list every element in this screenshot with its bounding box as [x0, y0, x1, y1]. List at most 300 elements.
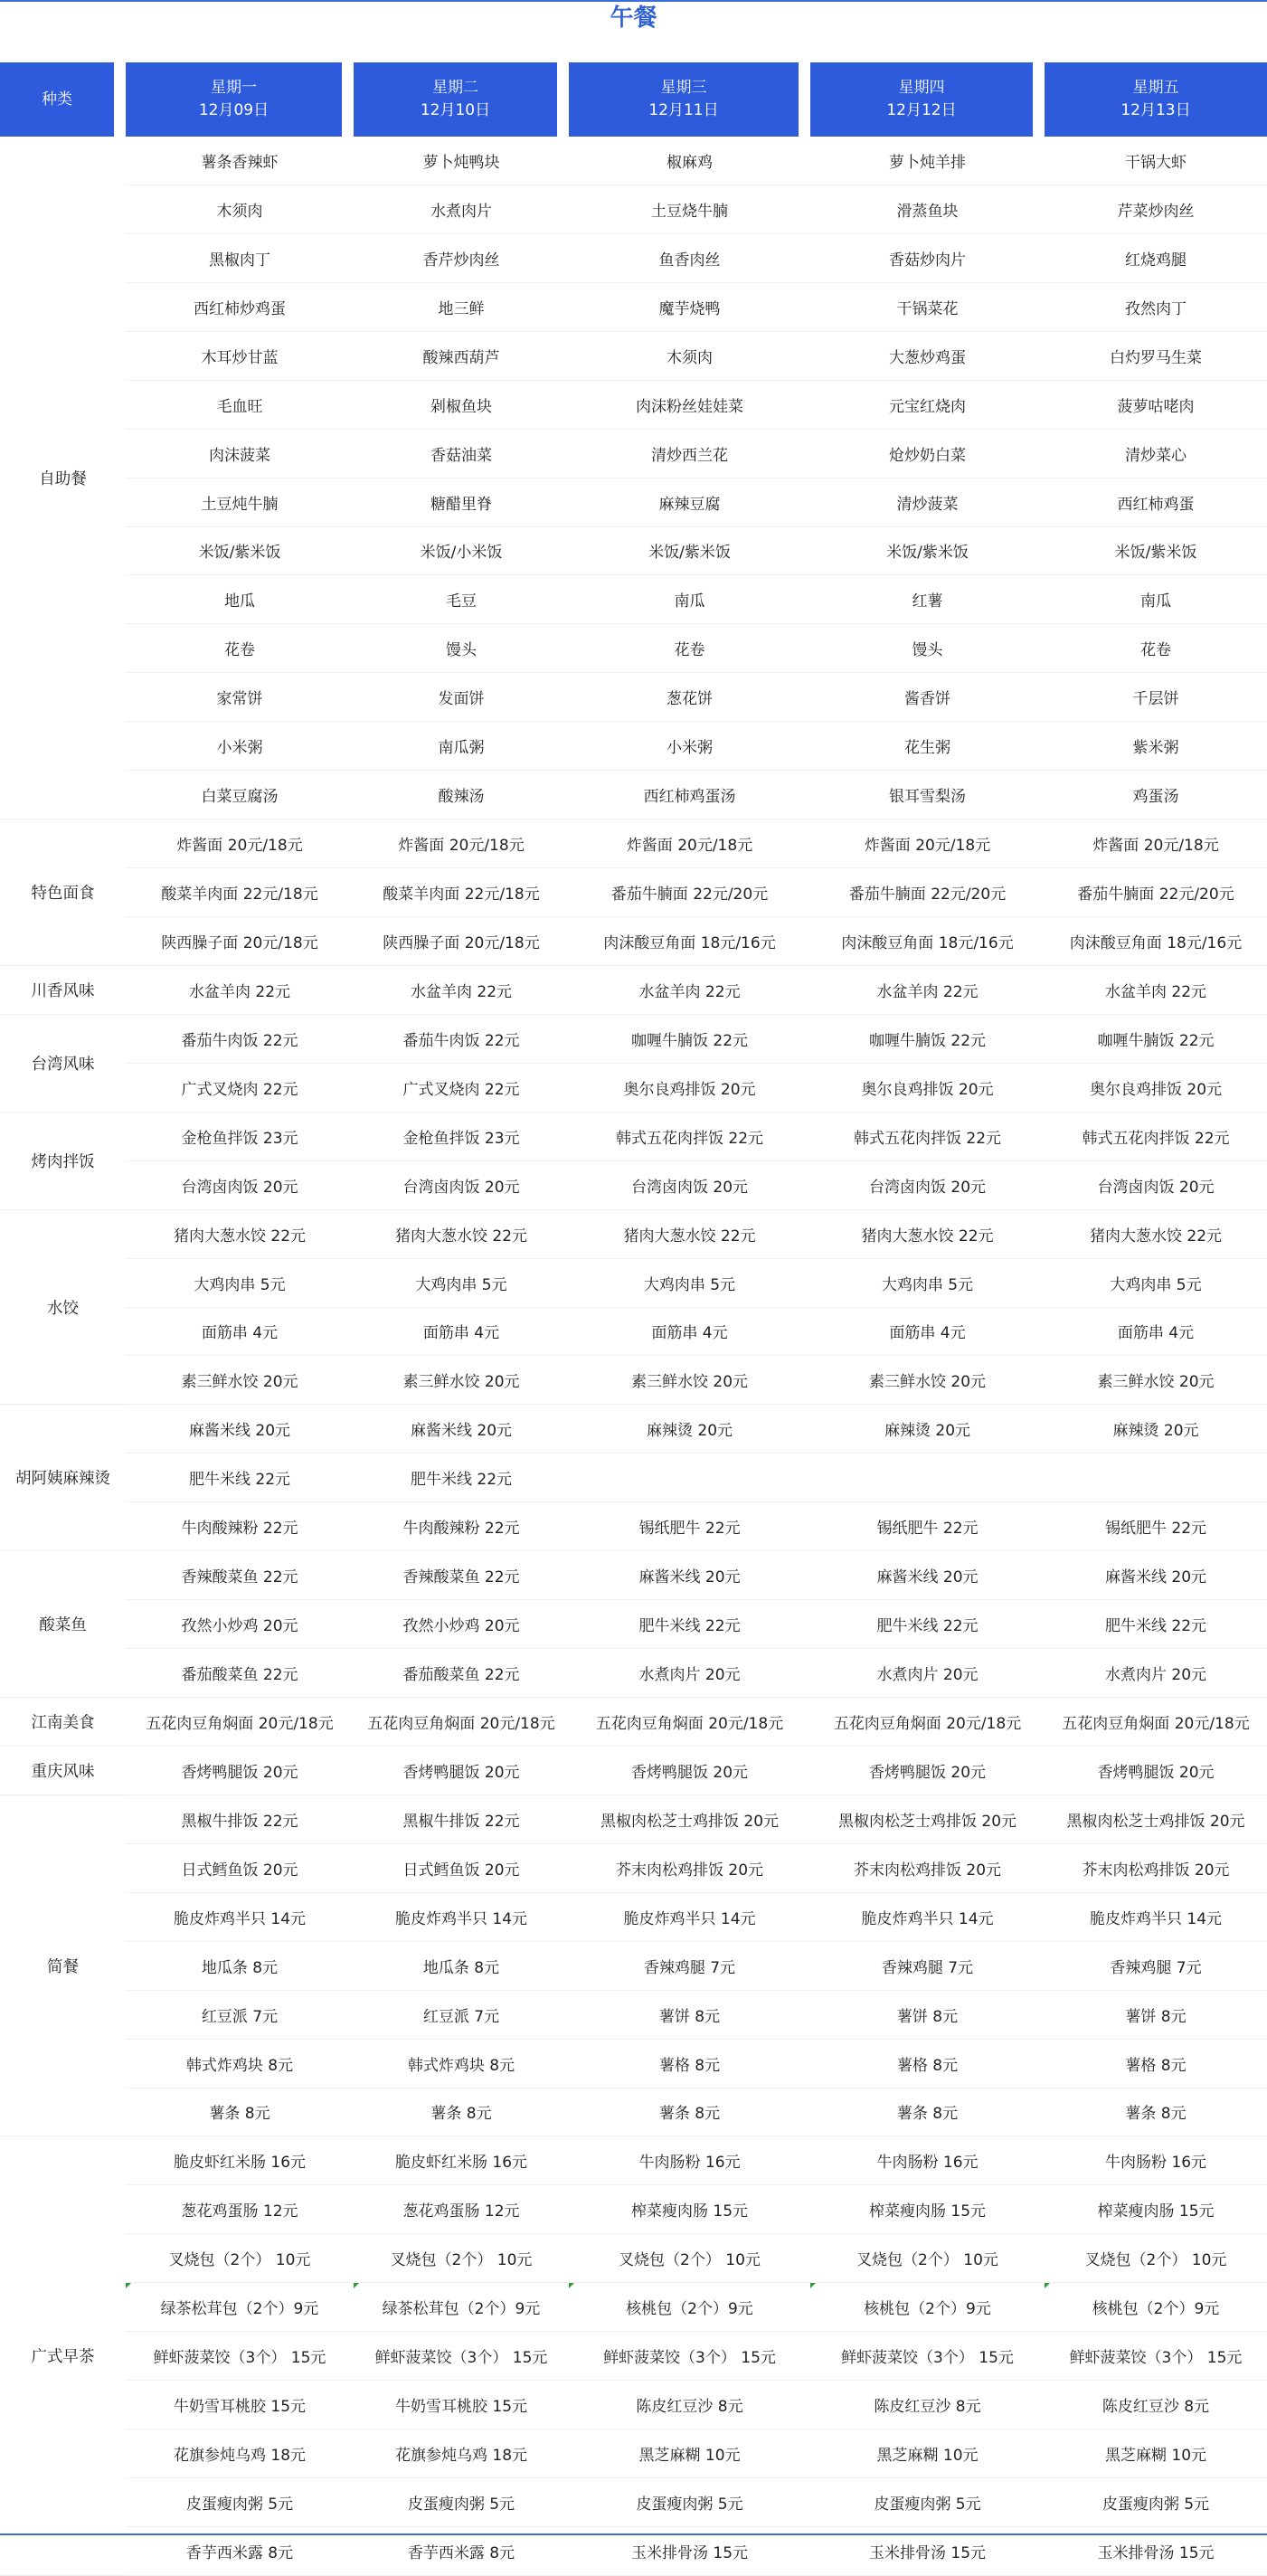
date-label: 12月13日: [1120, 101, 1191, 119]
table-row: [0, 283, 1267, 332]
menu-item-cell: 麻酱米线 20元: [1045, 1551, 1267, 1600]
menu-item-cell: 孜然小炒鸡 20元: [126, 1600, 354, 1649]
menu-item-cell: 葱花饼: [569, 673, 810, 722]
menu-item-cell: 香辣酸菜鱼 22元: [354, 1551, 569, 1600]
menu-item-cell: 银耳雪梨汤: [810, 771, 1045, 819]
menu-item-cell: 红烧鸡腿: [1045, 234, 1267, 283]
menu-item-cell: 榨菜瘦肉肠 15元: [1045, 2185, 1267, 2234]
category-cell: 川香风味: [0, 966, 126, 1015]
table-row: [0, 1113, 1267, 1161]
menu-item-cell: 白菜豆腐汤: [126, 771, 354, 819]
menu-item-cell: 芥末肉松鸡排饭 20元: [1045, 1844, 1267, 1893]
menu-item-cell: 咖喱牛腩饭 22元: [1045, 1015, 1267, 1064]
menu-item-cell: 水盆羊肉 22元: [354, 966, 569, 1015]
menu-item-cell: 陈皮红豆沙 8元: [810, 2381, 1045, 2429]
menu-item-cell: 黑椒牛排饭 22元: [126, 1795, 354, 1844]
category-cell: 江南美食: [0, 1698, 126, 1747]
menu-item-cell: 肥牛米线 22元: [810, 1600, 1045, 1649]
menu-item-cell: 薯条香辣虾: [126, 137, 354, 185]
menu-item-cell: 鲜虾菠菜饺（3个） 15元: [1045, 2332, 1267, 2381]
menu-item-cell: 番茄酸菜鱼 22元: [126, 1649, 354, 1698]
menu-item-cell: 绿茶松茸包（2个）9元: [126, 2283, 354, 2332]
category-cell: 特色面食: [0, 819, 126, 966]
menu-item-cell: 韩式炸鸡块 8元: [126, 2040, 354, 2088]
menu-item-cell: 黑椒肉松芝士鸡排饭 20元: [1045, 1795, 1267, 1844]
menu-item-cell: 皮蛋瘦肉粥 5元: [810, 2478, 1045, 2527]
category-cell: 自助餐: [0, 137, 126, 819]
menu-item-cell: 牛肉肠粉 16元: [1045, 2136, 1267, 2185]
menu-item-cell: 干锅大虾: [1045, 137, 1267, 185]
menu-item-cell: 米饭/小米饭: [354, 527, 569, 576]
menu-item-cell: 日式鳕鱼饭 20元: [354, 1844, 569, 1893]
menu-item-cell: 广式叉烧肉 22元: [126, 1064, 354, 1113]
menu-item-cell: 锡纸肥牛 22元: [569, 1502, 810, 1551]
table-row: [0, 1893, 1267, 1942]
menu-item-cell: 花旗参炖乌鸡 18元: [354, 2429, 569, 2478]
menu-item-cell: 面筋串 4元: [1045, 1308, 1267, 1357]
menu-item-cell: 炸酱面 20元/18元: [1045, 819, 1267, 868]
menu-item-cell: 孜然小炒鸡 20元: [354, 1600, 569, 1649]
menu-item-cell: 木须肉: [569, 332, 810, 381]
menu-item-cell: 脆皮炸鸡半只 14元: [1045, 1893, 1267, 1942]
table-row: [0, 381, 1267, 430]
table-row: [0, 673, 1267, 722]
menu-item-cell: 薯格 8元: [810, 2040, 1045, 2088]
menu-item-cell: 香烤鸭腿饭 20元: [1045, 1747, 1267, 1795]
menu-item-cell: 牛肉肠粉 16元: [810, 2136, 1045, 2185]
menu-item-cell: 五花肉豆角焖面 20元/18元: [354, 1698, 569, 1747]
menu-item-cell: 猪肉大葱水饺 22元: [810, 1210, 1045, 1259]
menu-item-cell: 麻辣烫 20元: [810, 1405, 1045, 1454]
menu-item-cell: 香烤鸭腿饭 20元: [810, 1747, 1045, 1795]
weekday-label: 星期二: [432, 79, 478, 97]
menu-item-cell: 香辣鸡腿 7元: [1045, 1942, 1267, 1991]
menu-item-cell: 土豆炖牛腩: [126, 478, 354, 527]
menu-item-cell: 大鸡肉串 5元: [126, 1259, 354, 1308]
menu-item-cell: 脆皮炸鸡半只 14元: [810, 1893, 1045, 1942]
table-row: [0, 1454, 1267, 1502]
menu-item-cell: 猪肉大葱水饺 22元: [354, 1210, 569, 1259]
menu-item-cell: 孜然肉丁: [1045, 283, 1267, 332]
menu-item-cell: 干锅菜花: [810, 283, 1045, 332]
table-row: [0, 2429, 1267, 2478]
table-header-row: [0, 62, 1267, 137]
menu-item-cell: 番茄牛腩面 22元/20元: [569, 868, 810, 917]
table-row: [0, 722, 1267, 771]
menu-item-cell: 毛豆: [354, 575, 569, 624]
menu-item-cell: 芹菜炒肉丝: [1045, 185, 1267, 234]
menu-item-cell: 叉烧包（2个） 10元: [126, 2234, 354, 2283]
menu-item-cell: 鲜虾菠菜饺（3个） 15元: [810, 2332, 1045, 2381]
menu-item-cell: 台湾卤肉饭 20元: [569, 1161, 810, 1210]
menu-item-cell: 香芹炒肉丝: [354, 234, 569, 283]
menu-item-cell: 地三鲜: [354, 283, 569, 332]
menu-item-cell: 番茄酸菜鱼 22元: [354, 1649, 569, 1698]
menu-item-cell: 西红柿鸡蛋汤: [569, 771, 810, 819]
menu-item-cell: 玉米排骨汤 15元: [1045, 2527, 1267, 2576]
menu-item-cell: 脆皮炸鸡半只 14元: [569, 1893, 810, 1942]
table-row: [0, 1600, 1267, 1649]
menu-item-cell: 薯条 8元: [1045, 2088, 1267, 2137]
menu-item-cell: 水盆羊肉 22元: [810, 966, 1045, 1015]
menu-item-cell: 花卷: [126, 624, 354, 673]
table-row: [0, 1210, 1267, 1259]
menu-item-cell: 皮蛋瘦肉粥 5元: [569, 2478, 810, 2527]
menu-item-cell: 面筋串 4元: [810, 1308, 1045, 1357]
menu-item-cell: 红薯: [810, 575, 1045, 624]
menu-item-cell: 香芋西米露 8元: [126, 2527, 354, 2576]
menu-item-cell: 核桃包（2个）9元: [569, 2283, 810, 2332]
menu-item-cell: 花生粥: [810, 722, 1045, 771]
menu-item-cell: 千层饼: [1045, 673, 1267, 722]
date-label: 12月09日: [198, 101, 269, 119]
menu-item-cell: 水盆羊肉 22元: [1045, 966, 1267, 1015]
page-title: 午餐: [610, 5, 657, 32]
menu-item-cell: 五花肉豆角焖面 20元/18元: [1045, 1698, 1267, 1747]
table-row: [0, 868, 1267, 917]
menu-item-cell: 陈皮红豆沙 8元: [1045, 2381, 1267, 2429]
table-row: [0, 2234, 1267, 2283]
table-row: [0, 2332, 1267, 2381]
menu-item-cell: 黑椒肉松芝士鸡排饭 20元: [569, 1795, 810, 1844]
menu-item-cell: 香辣鸡腿 7元: [569, 1942, 810, 1991]
menu-item-cell: 萝卜炖鸭块: [354, 137, 569, 185]
header-category-label: 种类: [42, 90, 72, 109]
date-label: 12月11日: [648, 101, 719, 119]
menu-item-cell: 薯饼 8元: [810, 1991, 1045, 2040]
menu-item-cell: 地瓜: [126, 575, 354, 624]
menu-item-cell: 韩式炸鸡块 8元: [354, 2040, 569, 2088]
category-cell: 水饺: [0, 1210, 126, 1406]
table-row: [0, 2381, 1267, 2429]
menu-item-cell: 水盆羊肉 22元: [569, 966, 810, 1015]
menu-item-cell: 锡纸肥牛 22元: [1045, 1502, 1267, 1551]
menu-item-cell: 榨菜瘦肉肠 15元: [569, 2185, 810, 2234]
menu-item-cell: 米饭/紫米饭: [1045, 527, 1267, 576]
menu-item-cell: 肉沫菠菜: [126, 430, 354, 478]
menu-item-cell: 金枪鱼拌饭 23元: [354, 1113, 569, 1161]
category-cell: 台湾风味: [0, 1015, 126, 1113]
menu-item-cell: 糖醋里脊: [354, 478, 569, 527]
menu-item-cell: 脆皮虾红米肠 16元: [354, 2136, 569, 2185]
header-day-mon: [126, 62, 354, 137]
menu-item-cell: 台湾卤肉饭 20元: [1045, 1161, 1267, 1210]
menu-item-cell: 牛肉肠粉 16元: [569, 2136, 810, 2185]
menu-item-cell: 炝炒奶白菜: [810, 430, 1045, 478]
menu-item-cell: 猪肉大葱水饺 22元: [126, 1210, 354, 1259]
menu-item-cell: 麻酱米线 20元: [354, 1405, 569, 1454]
menu-item-cell: 馒头: [354, 624, 569, 673]
menu-item-cell: 肉沫酸豆角面 18元/16元: [810, 917, 1045, 966]
menu-item-cell: 叉烧包（2个） 10元: [354, 2234, 569, 2283]
category-cell: 简餐: [0, 1795, 126, 2137]
menu-item-cell: 叉烧包（2个） 10元: [569, 2234, 810, 2283]
table-row: [0, 1991, 1267, 2040]
menu-item-cell: 肉沫酸豆角面 18元/16元: [1045, 917, 1267, 966]
menu-item-cell: 咖喱牛腩饭 22元: [569, 1015, 810, 1064]
table-row: [0, 527, 1267, 576]
date-label: 12月12日: [886, 101, 957, 119]
menu-item-cell: 番茄牛腩面 22元/20元: [810, 868, 1045, 917]
menu-item-cell: 麻辣烫 20元: [569, 1405, 810, 1454]
menu-item-cell: 肥牛米线 22元: [126, 1454, 354, 1502]
menu-item-cell: 面筋串 4元: [126, 1308, 354, 1357]
weekday-label: 星期一: [211, 79, 257, 97]
menu-item-cell: 肉沫粉丝娃娃菜: [569, 381, 810, 430]
menu-item-cell: 牛肉酸辣粉 22元: [126, 1502, 354, 1551]
menu-item-cell: 鲜虾菠菜饺（3个） 15元: [569, 2332, 810, 2381]
table-row: [0, 2040, 1267, 2088]
menu-item-cell: 花卷: [1045, 624, 1267, 673]
menu-item-cell: 水煮肉片: [354, 185, 569, 234]
menu-item-cell: 牛奶雪耳桃胶 15元: [354, 2381, 569, 2429]
table-row: [0, 1405, 1267, 1454]
table-row: [0, 1795, 1267, 1844]
menu-item-cell: 牛肉酸辣粉 22元: [354, 1502, 569, 1551]
menu-item-cell: 香烤鸭腿饭 20元: [569, 1747, 810, 1795]
menu-item-cell: 素三鲜水饺 20元: [354, 1356, 569, 1405]
menu-item-cell: 陈皮红豆沙 8元: [569, 2381, 810, 2429]
menu-item-cell: 菠萝咕咾肉: [1045, 381, 1267, 430]
menu-item-cell: 红豆派 7元: [126, 1991, 354, 2040]
category-cell: 重庆风味: [0, 1747, 126, 1795]
table-row: [0, 624, 1267, 673]
menu-item-cell: 黑椒牛排饭 22元: [354, 1795, 569, 1844]
menu-item-cell: 素三鲜水饺 20元: [569, 1356, 810, 1405]
menu-item-cell: 馒头: [810, 624, 1045, 673]
menu-item-cell: 清炒西兰花: [569, 430, 810, 478]
menu-item-cell: 素三鲜水饺 20元: [126, 1356, 354, 1405]
menu-item-cell: 香辣鸡腿 7元: [810, 1942, 1045, 1991]
menu-item-cell: 西红柿炒鸡蛋: [126, 283, 354, 332]
menu-item-cell: 核桃包（2个）9元: [1045, 2283, 1267, 2332]
menu-item-cell: 台湾卤肉饭 20元: [126, 1161, 354, 1210]
menu-item-cell: 皮蛋瘦肉粥 5元: [354, 2478, 569, 2527]
menu-item-cell: 黑椒肉松芝士鸡排饭 20元: [810, 1795, 1045, 1844]
menu-item-cell: 米饭/紫米饭: [810, 527, 1045, 576]
menu-item-cell: 酸菜羊肉面 22元/18元: [354, 868, 569, 917]
menu-item-cell: 酸菜羊肉面 22元/18元: [126, 868, 354, 917]
menu-item-cell: 番茄牛腩面 22元/20元: [1045, 868, 1267, 917]
menu-item-cell: 薯饼 8元: [1045, 1991, 1267, 2040]
table-row: [0, 1161, 1267, 1210]
menu-item-cell: 薯饼 8元: [569, 1991, 810, 2040]
menu-item-cell: 葱花鸡蛋肠 12元: [126, 2185, 354, 2234]
menu-item-cell: 剁椒鱼块: [354, 381, 569, 430]
menu-item-cell: 奥尔良鸡排饭 20元: [1045, 1064, 1267, 1113]
menu-item-cell: 香辣酸菜鱼 22元: [126, 1551, 354, 1600]
menu-item-cell: 滑蒸鱼块: [810, 185, 1045, 234]
header-category: [0, 62, 126, 137]
header-day-fri: [1045, 62, 1267, 137]
menu-item-cell: 土豆烧牛腩: [569, 185, 810, 234]
header-day-thu: [810, 62, 1045, 137]
menu-item-cell: 薯条 8元: [126, 2088, 354, 2137]
menu-item-cell: 大葱炒鸡蛋: [810, 332, 1045, 381]
menu-item-cell: 麻酱米线 20元: [126, 1405, 354, 1454]
menu-item-cell: 奥尔良鸡排饭 20元: [810, 1064, 1045, 1113]
menu-item-cell: 五花肉豆角焖面 20元/18元: [126, 1698, 354, 1747]
menu-item-cell: 核桃包（2个）9元: [810, 2283, 1045, 2332]
table-row: [0, 1064, 1267, 1113]
date-label: 12月10日: [420, 101, 491, 119]
menu-item-cell: 奥尔良鸡排饭 20元: [569, 1064, 810, 1113]
menu-item-cell: 米饭/紫米饭: [126, 527, 354, 576]
weekday-label: 星期五: [1132, 79, 1179, 97]
menu-item-cell: 番茄牛肉饭 22元: [126, 1015, 354, 1064]
menu-item-cell: 鲜虾菠菜饺（3个） 15元: [354, 2332, 569, 2381]
menu-item-cell: 陕西臊子面 20元/18元: [126, 917, 354, 966]
table-row: [0, 1551, 1267, 1600]
menu-item-cell: 台湾卤肉饭 20元: [354, 1161, 569, 1210]
menu-item-cell: 素三鲜水饺 20元: [1045, 1356, 1267, 1405]
menu-item-cell: 叉烧包（2个） 10元: [1045, 2234, 1267, 2283]
menu-item-cell: 萝卜炖羊排: [810, 137, 1045, 185]
menu-item-cell: 水盆羊肉 22元: [126, 966, 354, 1015]
header-day-tue: [354, 62, 569, 137]
menu-item-cell: 薯格 8元: [1045, 2040, 1267, 2088]
table-row: [0, 2136, 1267, 2185]
table-row: [0, 1259, 1267, 1308]
menu-item-cell: 木须肉: [126, 185, 354, 234]
menu-item-cell: 炸酱面 20元/18元: [126, 819, 354, 868]
menu-item-cell: 番茄牛肉饭 22元: [354, 1015, 569, 1064]
menu-item-cell: 小米粥: [126, 722, 354, 771]
menu-item-cell: 韩式五花肉拌饭 22元: [1045, 1113, 1267, 1161]
menu-item-cell: 脆皮虾红米肠 16元: [126, 2136, 354, 2185]
menu-item-cell: 地瓜条 8元: [354, 1942, 569, 1991]
table-row: [0, 1015, 1267, 1064]
menu-item-cell: 水煮肉片 20元: [569, 1649, 810, 1698]
menu-item-cell: 芥末肉松鸡排饭 20元: [810, 1844, 1045, 1893]
menu-body: [0, 137, 1267, 2576]
bottom-accent-line: [0, 2533, 1267, 2535]
weekday-label: 星期四: [898, 79, 945, 97]
table-row: [0, 430, 1267, 478]
table-row: [0, 1747, 1267, 1795]
menu-item-cell: 香菇炒肉片: [810, 234, 1045, 283]
menu-item-cell: 酱香饼: [810, 673, 1045, 722]
menu-item-cell: 麻辣烫 20元: [1045, 1405, 1267, 1454]
menu-item-cell: 肥牛米线 22元: [1045, 1600, 1267, 1649]
menu-item-cell: 麻酱米线 20元: [569, 1551, 810, 1600]
table-row: [0, 1649, 1267, 1698]
menu-item-cell: 香烤鸭腿饭 20元: [354, 1747, 569, 1795]
table-row: [0, 185, 1267, 234]
menu-item-cell: 花旗参炖乌鸡 18元: [126, 2429, 354, 2478]
menu-item-cell: 韩式五花肉拌饭 22元: [569, 1113, 810, 1161]
menu-item-cell: 薯条 8元: [569, 2088, 810, 2137]
menu-item-cell: 皮蛋瘦肉粥 5元: [126, 2478, 354, 2527]
menu-item-cell: 紫米粥: [1045, 722, 1267, 771]
menu-item-cell: 麻辣豆腐: [569, 478, 810, 527]
menu-item-cell: 薯格 8元: [569, 2040, 810, 2088]
table-row: [0, 2088, 1267, 2137]
menu-item-cell: 炸酱面 20元/18元: [354, 819, 569, 868]
menu-item-cell: 清炒菠菜: [810, 478, 1045, 527]
menu-item-cell: 肥牛米线 22元: [354, 1454, 569, 1502]
menu-item-cell: 鲜虾菠菜饺（3个） 15元: [126, 2332, 354, 2381]
category-cell: 酸菜鱼: [0, 1551, 126, 1698]
menu-item-cell: 红豆派 7元: [354, 1991, 569, 2040]
menu-item-cell: 炸酱面 20元/18元: [569, 819, 810, 868]
menu-item-cell: 韩式五花肉拌饭 22元: [810, 1113, 1045, 1161]
menu-item-cell: 大鸡肉串 5元: [810, 1259, 1045, 1308]
menu-item-cell: [569, 1454, 810, 1502]
menu-item-cell: 家常饼: [126, 673, 354, 722]
menu-item-cell: 白灼罗马生菜: [1045, 332, 1267, 381]
menu-item-cell: 面筋串 4元: [569, 1308, 810, 1357]
menu-item-cell: 陕西臊子面 20元/18元: [354, 917, 569, 966]
menu-item-cell: 黑芝麻糊 10元: [810, 2429, 1045, 2478]
menu-item-cell: 鸡蛋汤: [1045, 771, 1267, 819]
menu-item-cell: 清炒菜心: [1045, 430, 1267, 478]
menu-item-cell: 鱼香肉丝: [569, 234, 810, 283]
menu-item-cell: 麻酱米线 20元: [810, 1551, 1045, 1600]
menu-item-cell: 地瓜条 8元: [126, 1942, 354, 1991]
menu-item-cell: 花卷: [569, 624, 810, 673]
category-cell: 胡阿姨麻辣烫: [0, 1405, 126, 1551]
menu-item-cell: 五花肉豆角焖面 20元/18元: [810, 1698, 1045, 1747]
table-row: [0, 137, 1267, 185]
menu-item-cell: 玉米排骨汤 15元: [569, 2527, 810, 2576]
menu-item-cell: 魔芋烧鸭: [569, 283, 810, 332]
menu-item-cell: 炸酱面 20元/18元: [810, 819, 1045, 868]
menu-item-cell: 香芋西米露 8元: [354, 2527, 569, 2576]
menu-item-cell: 牛奶雪耳桃胶 15元: [126, 2381, 354, 2429]
menu-item-cell: 皮蛋瘦肉粥 5元: [1045, 2478, 1267, 2527]
menu-item-cell: 小米粥: [569, 722, 810, 771]
table-row: [0, 1698, 1267, 1747]
menu-item-cell: [1045, 1454, 1267, 1502]
menu-item-cell: 毛血旺: [126, 381, 354, 430]
table-row: [0, 575, 1267, 624]
table-row: [0, 1942, 1267, 1991]
menu-item-cell: 南瓜粥: [354, 722, 569, 771]
menu-item-cell: 金枪鱼拌饭 23元: [126, 1113, 354, 1161]
menu-item-cell: 水煮肉片 20元: [810, 1649, 1045, 1698]
table-row: [0, 1308, 1267, 1357]
table-row: [0, 2185, 1267, 2234]
table-row: [0, 332, 1267, 381]
menu-item-cell: 素三鲜水饺 20元: [810, 1356, 1045, 1405]
table-row: [0, 2478, 1267, 2527]
category-cell: 广式早茶: [0, 2136, 126, 2575]
menu-item-cell: 酸辣汤: [354, 771, 569, 819]
menu-item-cell: 薯条 8元: [810, 2088, 1045, 2137]
table-row: [0, 2283, 1267, 2332]
menu-item-cell: 香菇油菜: [354, 430, 569, 478]
menu-item-cell: 米饭/紫米饭: [569, 527, 810, 576]
menu-item-cell: [810, 1454, 1045, 1502]
category-cell: 烤肉拌饭: [0, 1113, 126, 1210]
table-row: [0, 478, 1267, 527]
menu-item-cell: 葱花鸡蛋肠 12元: [354, 2185, 569, 2234]
menu-item-cell: 大鸡肉串 5元: [1045, 1259, 1267, 1308]
menu-item-cell: 脆皮炸鸡半只 14元: [126, 1893, 354, 1942]
menu-item-cell: 肥牛米线 22元: [569, 1600, 810, 1649]
menu-item-cell: 香烤鸭腿饭 20元: [126, 1747, 354, 1795]
weekday-label: 星期三: [660, 79, 707, 97]
menu-item-cell: 黑椒肉丁: [126, 234, 354, 283]
header-day-wed: [569, 62, 810, 137]
menu-item-cell: 大鸡肉串 5元: [569, 1259, 810, 1308]
menu-item-cell: 榨菜瘦肉肠 15元: [810, 2185, 1045, 2234]
table-row: [0, 966, 1267, 1015]
menu-item-cell: 台湾卤肉饭 20元: [810, 1161, 1045, 1210]
table-row: [0, 1502, 1267, 1551]
menu-item-cell: 猪肉大葱水饺 22元: [1045, 1210, 1267, 1259]
